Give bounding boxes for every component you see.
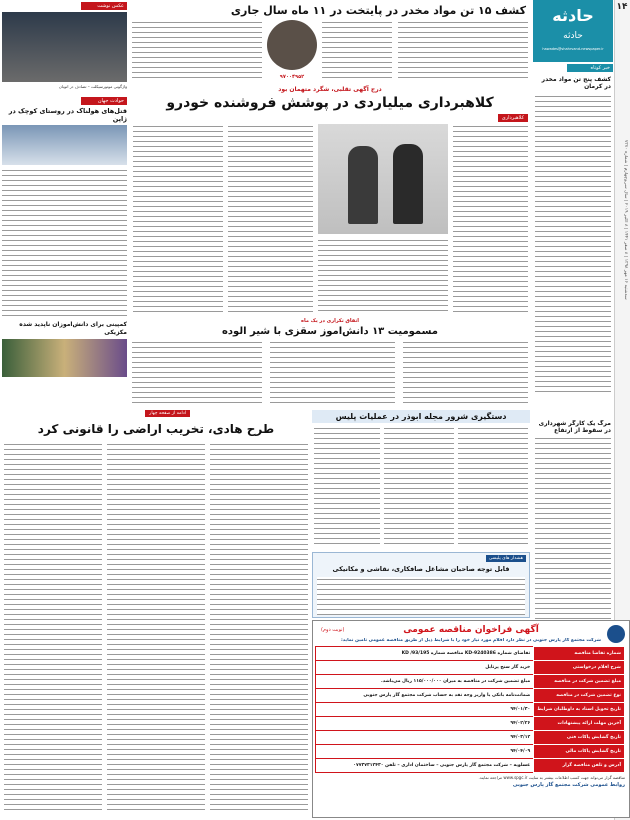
ad-code: ۹۷۰۰۴۹۵۲	[279, 74, 305, 80]
world-news-label: حوادث جهان	[81, 97, 127, 105]
tender-subtitle: (نوبت دوم)	[321, 627, 345, 633]
law-body-a	[210, 442, 308, 812]
world-news-body	[2, 168, 127, 318]
tender-row-value: خرید گاز سنج پرتابل	[316, 661, 534, 675]
tender-row-label: مبلغ تضمین شرکت در مناقصه	[534, 675, 625, 689]
tender-row-label: آخرین مهلت ارائه پیشنهادات	[534, 717, 625, 731]
tender-row-value: ضمانت‌نامه بانکی یا واریز وجه نقد به حساب شرکت مجتمع گاز پارس جنوبی	[316, 689, 534, 703]
tender-row	[316, 731, 625, 745]
world-news-2-title: کمپینی برای دانش‌آموزان ناپدید شده مکزیکی	[19, 321, 127, 336]
suspect-figure-2	[348, 146, 378, 224]
main-kicker: درج آگهی تقلبی، شگرد متهمان بود	[278, 86, 382, 93]
tender-row-value: ۹۴/۰۱/۳۰	[316, 703, 534, 717]
masthead-meta: سه‌شنبه ۱۶ مهر ۱۳۹۸ | ۸ صفر ۱۴۴۱ | ۸ اکتبر ۲۰۱۹ | سال سی‌وچهارم | شماره ۷۳۷۰	[623, 140, 628, 300]
notice-body	[317, 577, 525, 615]
accident-photo	[2, 12, 127, 82]
tender-pr: روابط عمومی شرکت مجتمع گاز پارس جنوبی	[512, 782, 625, 788]
poison-kicker: اتفاق تکراری در یک ماه	[301, 318, 359, 324]
world-news-photo	[2, 125, 127, 165]
brand-block	[533, 0, 613, 62]
tender-ad	[312, 620, 630, 818]
tender-row-label: شماره تقاضا مناقصه	[534, 647, 625, 661]
short-news-label: خبر کوتاه	[567, 64, 613, 72]
tender-row-label: نوع تضمین شرکت در مناقصه	[534, 689, 625, 703]
poison-headline: مسمومیت ۱۳ دانش‌آموز سقزی با شیر آلوده	[222, 326, 438, 337]
short-news-title-2: مرگ یک کارگر شهرداری در سقوط از ارتفاع	[538, 420, 611, 434]
main-body-a	[453, 124, 528, 314]
poison-body-a	[403, 340, 528, 406]
tender-company-line: شرکت مجتمع گاز پارس جنوبی در نظر دارد اقلام مورد نیاز خود را با شرایط ذیل از طریق مناقصه عمومی تأمین نماید:	[340, 638, 602, 643]
top-story	[130, 2, 530, 84]
main-body-b	[318, 238, 448, 314]
tender-row	[316, 703, 625, 717]
tender-row-value: ۹۴/۰۳/۱۲	[316, 731, 534, 745]
tender-row	[316, 717, 625, 731]
law-body-c	[4, 442, 102, 812]
police-headline: دستگیری شرور مجله ابوذر در عملیات پلیس	[312, 410, 530, 423]
tender-row	[316, 647, 625, 661]
poison-body-b	[270, 340, 395, 406]
top-story-title: کشف ۱۵ تن مواد مخدر در پایتخت در ۱۱ ماه سال جاری	[230, 4, 526, 17]
notice-label: هشدار های پلیسی	[486, 555, 526, 562]
tender-title: آگهی فراخوان مناقصه عمومی	[403, 625, 539, 635]
suspect-figure-1	[393, 144, 423, 224]
main-photo	[318, 124, 448, 234]
short-news-body-1	[535, 94, 611, 394]
tender-row-label: تاریخ گشایش پاکات مالی	[534, 745, 625, 759]
law-body-b	[107, 442, 205, 812]
tender-row-value: عسلویه – شرکت مجتمع گاز پارس جنوبی – ساختمان اداری – تلفن ۰۷۷۳۷۳۱۲۴۳۰	[316, 759, 534, 773]
tender-footer: مناقصه گزار می‌تواند جهت کسب اطلاعات بیشتر به سایت www.spgc.ir مراجعه نمایند.	[478, 775, 625, 780]
tender-logo	[607, 625, 625, 643]
tender-row-label: تاریخ گشایش پاکات فنی	[534, 731, 625, 745]
left-column	[2, 2, 127, 412]
top-story-body-a	[398, 20, 528, 80]
poison-story	[130, 318, 530, 408]
world-news-2-photo	[2, 339, 127, 377]
poison-body-c	[132, 340, 262, 406]
brand-logo: حادثه	[552, 6, 594, 25]
police-story	[312, 410, 530, 550]
main-sidebar-label: کلاهبرداری	[498, 114, 528, 122]
main-headline: کلاهبرداری میلیاردی در پوشش فروشنده خودرو	[166, 95, 494, 111]
tender-table	[315, 646, 625, 773]
top-story-body-c	[132, 20, 262, 80]
tender-row-label: آدرس و تلفن مناقصه گزار	[534, 759, 625, 773]
short-news-title-1: کشف پنج تن مواد مخدر در کرمان	[541, 76, 611, 90]
tender-row	[316, 675, 625, 689]
main-body-c	[228, 124, 313, 314]
tender-row-value: مبلغ تضمین شرکت در مناقصه به میزان ۱۱۵/۰۰۰/۰۰۰ ریال می‌باشد.	[316, 675, 534, 689]
notice-headline: قابل توجه صاحبان مشاغل صافکاری، نقاشی و مکانیکی	[332, 565, 510, 573]
law-headline: طرح هادی، تخریب اراضی را قانونی کرد	[37, 422, 275, 436]
photo-caption: واژگونی موتورسیکلت – تصادف در اتوبان	[58, 84, 127, 89]
tender-row-value: ۹۴/۰۲/۲۶	[316, 717, 534, 731]
law-kicker: ادامه از صفحه چهار	[145, 410, 190, 417]
world-news-title: قتل‌های هولناک در روستای کوچک در ژاپن	[8, 107, 127, 123]
tender-row	[316, 689, 625, 703]
photo-news-label: عکس نوشت	[81, 2, 127, 10]
tender-row-label: تاریخ تحویل اسناد به داوطلبان شرایط	[534, 703, 625, 717]
tender-row-value: ۹۴/۰۴/۰۹	[316, 745, 534, 759]
law-story	[2, 410, 310, 815]
section-email: hawades@shahrvand-newspaper.ir	[542, 47, 604, 51]
tender-row	[316, 745, 625, 759]
top-story-body-b	[322, 20, 392, 80]
page-number: ۱۴	[616, 2, 628, 12]
main-story	[130, 86, 530, 316]
police-notice	[312, 552, 530, 618]
section-name: حادثه	[563, 31, 583, 41]
tender-row-label: شرح اقلام درخواستی	[534, 661, 625, 675]
tender-row-value: تقاضای شماره 9240386-KD مناقصه شماره 93/195/ KD	[316, 647, 534, 661]
officer-photo	[267, 20, 317, 70]
police-body-b	[384, 426, 454, 546]
right-column	[533, 64, 613, 414]
tender-row	[316, 759, 625, 773]
main-body-d	[133, 124, 223, 314]
police-body-c	[314, 426, 380, 546]
tender-row	[316, 661, 625, 675]
police-body-a	[458, 426, 528, 546]
